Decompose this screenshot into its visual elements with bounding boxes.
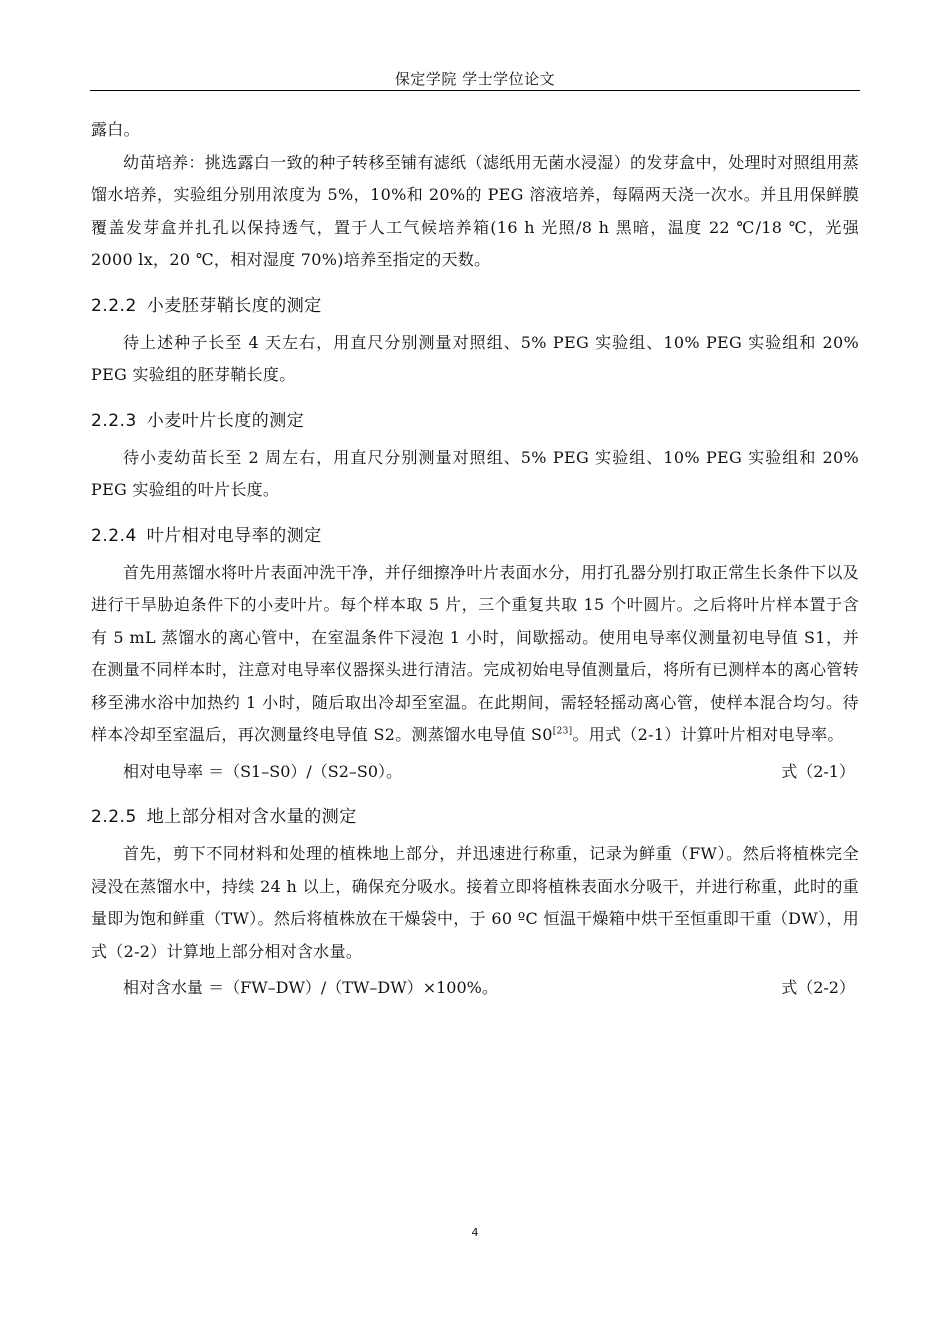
equation-label: 式（2-2） [781,978,855,997]
equation-2-2 [91,972,859,1005]
section-title: 叶片相对电导率的测定 [146,525,322,546]
paragraph-continuation: 露白。 [91,120,140,139]
section-title: 小麦胚芽鞘长度的测定 [146,295,322,316]
paragraph-coleoptile: 待上述种子长至 4 天左右，用直尺分别测量对照组、5% PEG 实验组、10% PEG 实验组和 20% PEG 实验组的胚芽鞘长度。 [91,332,859,384]
paragraph-leaf-length: 待小麦幼苗长至 2 周左右，用直尺分别测量对照组、5% PEG 实验组、10% PEG 实验组和 20% PEG 实验组的叶片长度。 [91,447,859,499]
section-heading-2-2-2 [91,291,859,321]
section-heading-2-2-3 [91,406,859,436]
section-heading-2-2-4 [91,521,859,551]
document-body [91,114,859,1005]
section-number: 2.2.4 [91,525,137,546]
running-header: 保定学院 学士学位论文 [394,70,556,88]
section-number: 2.2.5 [91,807,137,827]
page-number: 4 [471,1226,479,1239]
equation-expression: 相对含水量 ＝（FW–DW）/（TW–DW）×100%。 [123,978,498,997]
section-title: 小麦叶片长度的测定 [146,410,305,431]
section-number: 2.2.3 [91,410,137,431]
paragraph-text-tail: 。用式（2-1）计算叶片相对电导率。 [572,725,844,744]
equation-2-1 [91,756,859,789]
paragraph-text: 首先用蒸馏水将叶片表面冲洗干净，并仔细擦净叶片表面水分，用打孔器分别打取正常生长条件下以及进行干旱胁迫条件下的小麦叶片。每个样本取 5 片，三个重复共取 15 个叶圆片。之后将叶片样本置于含有 5 mL 蒸馏水的离心管中，在室温条件下浸泡 1 小时，间歇摇动。使用电导率仪测量初电导值 S1，并在测量不同样本时，注意对电导率仪器探头进行清洁。完成初始电导值测量后，将所有已测样本的离心管转移至沸水浴中加热约 1 小时，随后取出冷却至室温。在此期间，需轻轻摇动离心管，使样本混合均匀。待样本冷却至室温后，再次测量终电导值 S2。测蒸馏水电导值 S0 [91,562,859,744]
section-title: 地上部分相对含水量的测定 [146,807,357,827]
citation-reference: [23] [552,726,573,737]
header-rule [90,90,860,91]
section-number: 2.2.2 [91,295,137,316]
paragraph-seedling-culture: 幼苗培养：挑选露白一致的种子转移至铺有滤纸（滤纸用无菌水浸湿）的发芽盒中，处理时对照组用蒸馏水培养，实验组分别用浓度为 5%，10%和 20%的 PEG 溶液培养，每隔两天浇一次水。并且用保鲜膜覆盖发芽盒并扎孔以保持透气，置于人工气候培养箱(16 h 光照/8 h 黑暗，温度 22 ℃/18 ℃，光强 2000 lx，20 ℃，相对湿度 70%)培养至指定的天数。 [91,152,859,269]
equation-label: 式（2-1） [781,761,855,781]
equation-expression: 相对电导率 ＝（S1–S0）/（S2–S0）。 [123,761,403,781]
paragraph-conductivity [91,557,859,752]
paragraph-water-content: 首先，剪下不同材料和处理的植株地上部分，并迅速进行称重，记录为鲜重（FW）。然后将植株完全浸没在蒸馏水中，持续 24 h 以上，确保充分吸水。接着立即将植株表面水分吸干，并进行称重，此时的重量即为饱和鲜重（TW）。然后将植株放在干燥袋中，于 60 ºC 恒温干燥箱中烘干至恒重即干重（DW），用式（2-2）计算地上部分相对含水量。 [91,844,859,961]
section-heading-2-2-5 [91,802,859,832]
